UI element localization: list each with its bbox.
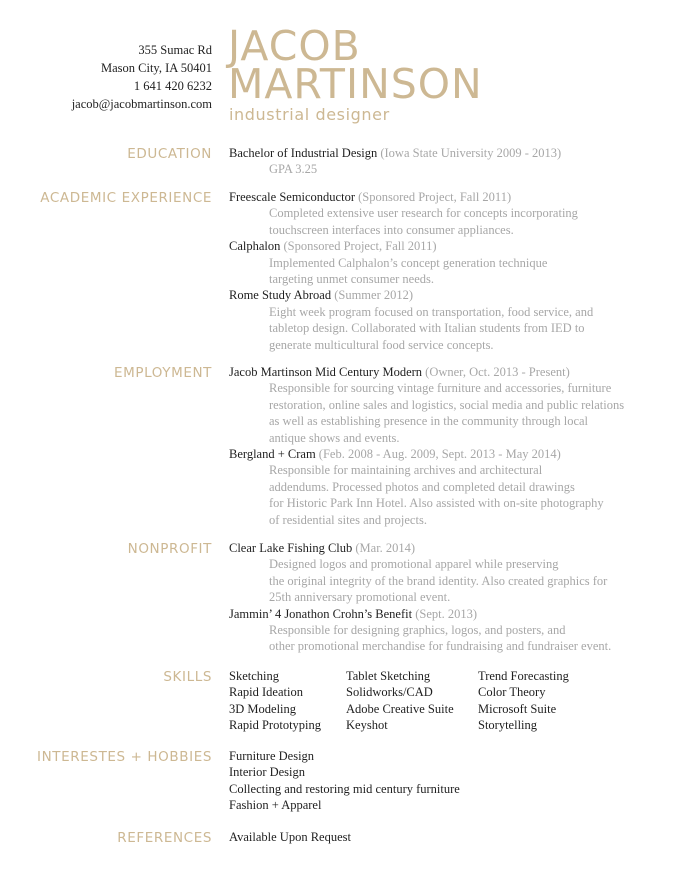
employment-entry xyxy=(229,446,624,528)
skill-item: Rapid Prototyping xyxy=(229,718,322,733)
section-heading: NONPROFIT xyxy=(127,541,212,557)
contact-phone: 1 641 420 6232 xyxy=(133,79,212,93)
skill-item: Color Theory xyxy=(478,685,546,700)
skill-item: Tablet Sketching xyxy=(346,669,431,683)
school: (Iowa State University 2009 - 2013) xyxy=(380,146,562,160)
entry-title: Bergland + Cram xyxy=(229,447,316,462)
entry-meta: (Sept. 2013) xyxy=(415,606,478,621)
hobby-item: Collecting and restoring mid century furniture xyxy=(229,781,460,796)
hobby-item: Interior Design xyxy=(229,765,306,780)
section-content xyxy=(229,364,624,528)
entry-desc: Implemented Calphalon’s concept generation technique targeting unmet consumer needs. xyxy=(269,255,548,287)
contact-city: Mason City, IA 50401 xyxy=(101,61,212,75)
contact-block xyxy=(72,41,212,113)
entry-desc: Responsible for maintaining archives and architectural addendums. Processed photos and completed detail drawings for Historic Park Inn Hotel. Also assisted with on-site photography of residential sites and projects. xyxy=(269,463,604,527)
gpa: GPA 3.25 xyxy=(269,162,318,177)
skill-item: Sketching xyxy=(229,669,279,683)
entry-title: Rome Study Abroad xyxy=(229,288,332,303)
contact-email[interactable]: jacob@jacobmartinson.com xyxy=(71,97,212,111)
education-entry xyxy=(229,145,561,178)
name-last: MARTINSON xyxy=(228,60,483,108)
section-content xyxy=(229,189,593,353)
skill-item: Adobe Creative Suite xyxy=(346,701,454,716)
references-text: Available Upon Request xyxy=(229,830,351,844)
employment-entry xyxy=(229,364,624,446)
resume-name xyxy=(228,22,483,108)
resume-subtitle: industrial designer xyxy=(229,105,390,124)
section-content xyxy=(229,540,611,655)
entry-title: Jammin’ 4 Jonathon Crohn’s Benefit xyxy=(229,606,413,621)
section-content xyxy=(229,145,561,178)
section-heading: REFERENCES xyxy=(117,830,212,846)
section-content xyxy=(229,748,460,814)
skill-item: Rapid Ideation xyxy=(229,685,303,700)
entry-desc: Responsible for designing graphics, logos, and posters, and other promotional merchandise for fundraising and fundraiser event. xyxy=(269,623,612,654)
section-heading: EMPLOYMENT xyxy=(113,365,212,381)
academic-entry xyxy=(229,287,593,353)
skill-item: Storytelling xyxy=(478,718,538,733)
section-heading: EDUCATION xyxy=(127,146,212,162)
degree: Bachelor of Industrial Design xyxy=(229,146,378,160)
entry-desc: Eight week program focused on transportation, food service, and tabletop design. Collaborated with Italian students from IED to generate multicultural food service concepts. xyxy=(269,304,594,352)
entry-meta: (Summer 2012) xyxy=(334,288,414,303)
section-content xyxy=(229,829,351,845)
section-heading: ACADEMIC EXPERIENCE xyxy=(40,190,212,206)
skills-grid xyxy=(229,668,608,734)
academic-entry xyxy=(229,189,593,238)
entry-title: Freescale Semiconductor xyxy=(229,190,355,204)
skill-item: Keyshot xyxy=(346,718,388,733)
skill-item: Trend Forecasting xyxy=(478,669,569,683)
nonprofit-entry xyxy=(229,540,611,606)
name-first: JACOB xyxy=(228,22,361,70)
entry-meta: (Feb. 2008 - Aug. 2009, Sept. 2013 - May 2014) xyxy=(318,447,561,462)
entry-title: Calphalon xyxy=(229,239,281,254)
entry-meta: (Sponsored Project, Fall 2011) xyxy=(283,239,437,254)
entry-title: Clear Lake Fishing Club xyxy=(229,541,353,555)
entry-desc: Designed logos and promotional apparel while preserving the original integrity of the brand identity. Also created graphics for 25th anniversary promotional event. xyxy=(269,557,608,605)
skill-item: 3D Modeling xyxy=(229,701,297,716)
entry-desc: Responsible for sourcing vintage furniture and accessories, furniture restoration, online sales and logistics, social media and public relations as well as establishing presence in the community through local antique shows and events. xyxy=(269,381,625,445)
academic-entry xyxy=(229,238,593,287)
entry-meta: (Owner, Oct. 2013 - Present) xyxy=(425,365,570,379)
entry-meta: (Sponsored Project, Fall 2011) xyxy=(358,190,512,204)
entry-meta: (Mar. 2014) xyxy=(355,541,416,555)
contact-street: 355 Sumac Rd xyxy=(138,43,212,57)
nonprofit-entry xyxy=(229,606,611,655)
section-heading: SKILLS xyxy=(163,669,212,685)
skill-item: Microsoft Suite xyxy=(478,701,557,716)
skill-item: Solidworks/CAD xyxy=(346,685,433,700)
entry-title: Jacob Martinson Mid Century Modern xyxy=(229,365,423,379)
hobby-item: Fashion + Apparel xyxy=(229,798,322,813)
entry-desc: Completed extensive user research for concepts incorporating touchscreen interfaces into consumer appliances. xyxy=(269,206,578,237)
hobby-item: Furniture Design xyxy=(229,749,315,763)
section-heading: INTERESTES + HOBBIES xyxy=(37,749,212,765)
